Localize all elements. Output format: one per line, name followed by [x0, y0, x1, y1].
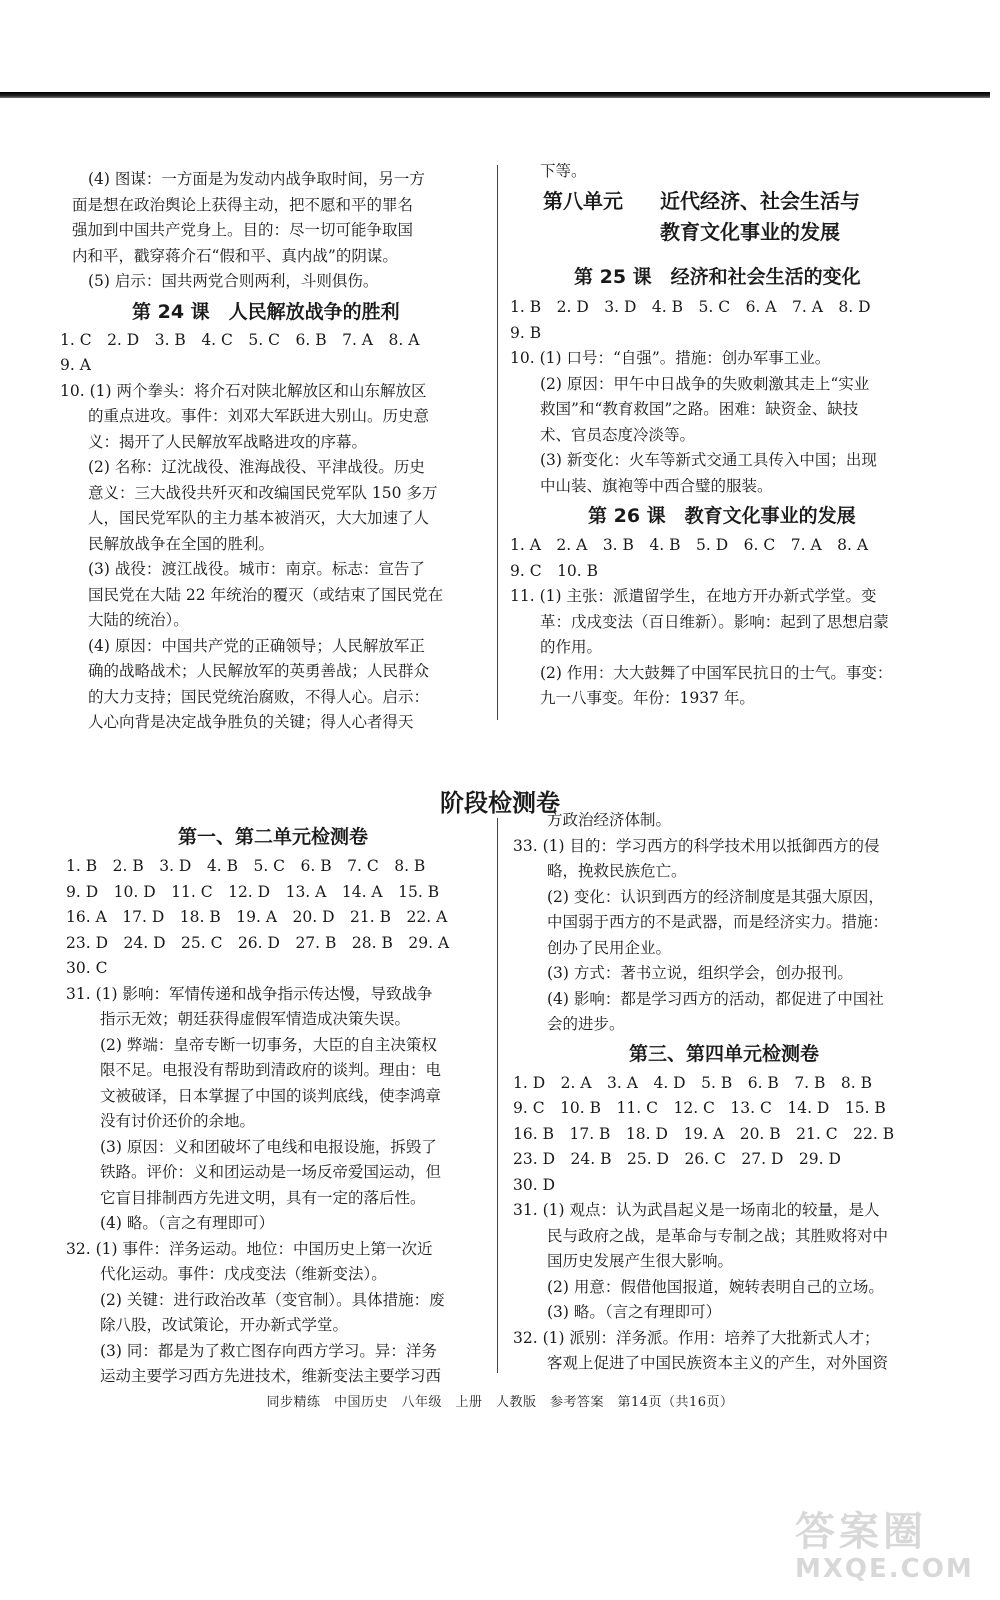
answer-line: 31. (1) 观点：认为武昌起义是一场南北的较量，是人: [513, 1201, 880, 1219]
watermark-logo: [795, 1510, 985, 1590]
answer-line: (2) 变化：认识到西方的经济制度是其强大原因，: [547, 887, 884, 906]
answer-line: 铁路。评价：义和团运动是一场反帝爱国运动，但: [100, 1163, 442, 1181]
answer-line: (2) 关键：进行政治改革（变官制）。具体措施：废: [100, 1290, 445, 1309]
answer-line: 会的进步。: [547, 1015, 625, 1033]
answer-line: (4) 图谋：一方面是为发动内战争取时间，另一方: [88, 170, 425, 188]
answer-line: 运动主要学习西方先进技术，维新变法主要学习西: [100, 1367, 442, 1385]
top-left-column: [60, 167, 492, 736]
test-title-units-3-4: 第三、第四单元检测卷: [629, 1042, 820, 1065]
answer-line: 1. C 2. D 3. B 4. C 5. C 6. B 7. A 8. A: [60, 330, 420, 349]
answer-line: 31. (1) 影响：军情传递和战争指示传达慢，导致战争: [66, 984, 433, 1003]
answer-line: 大陆的统治）。: [88, 611, 189, 629]
answer-line: 确的战略战术；人民解放军的英勇善战；人民群众: [88, 662, 430, 680]
answer-line: 1. B 2. B 3. D 4. B 5. C 6. B 7. C 8. B: [66, 857, 426, 875]
watermark-cn-text: 答案圈: [795, 1509, 927, 1555]
lesson-24-title: 第 24 课 人民解放战争的胜利: [132, 300, 400, 323]
answer-line: (2) 作用：大大鼓舞了中国军民抗日的士气。事变：: [540, 663, 893, 682]
answer-line: 文被破译，日本掌握了中国的谈判底线，使李鸿章: [100, 1086, 442, 1105]
lesson-26-title: 第 26 课 教育文化事业的发展: [588, 505, 856, 527]
column-divider: [497, 818, 498, 1373]
answer-line: 民解放战争在全国的胜利。: [88, 534, 275, 553]
column-divider: [497, 165, 498, 720]
unit-8-label: 第八单元: [543, 189, 623, 213]
top-right-column: [510, 262, 950, 712]
answer-line: 32. (1) 事件：洋务运动。地位：中国历史上第一次近: [66, 1239, 433, 1258]
answer-line: (5) 启示：国共两党合则两利，斗则俱伤。: [88, 272, 379, 290]
answer-line: 民与政府之战，是革命与专制之战；其胜败将对中: [547, 1226, 889, 1245]
answer-line: 代化运动。事件：戊戌变法（维新变法）。: [100, 1265, 387, 1283]
answer-line: 术、官员态度冷淡等。: [540, 425, 696, 444]
answer-line: 9. D 10. D 11. C 12. D 13. A 14. A 15. B: [66, 882, 440, 901]
bottom-right-column: [513, 808, 953, 1377]
answer-line: (3) 略。（言之有理即可）: [547, 1303, 722, 1321]
answer-line: 限不足。电报没有帮助到清政府的谈判。理由：电: [100, 1061, 442, 1079]
answer-line: 中山装、旗袍等中西合璧的服装。: [540, 476, 773, 495]
answer-line: 23. D 24. B 25. D 26. C 27. D 29. D: [513, 1150, 841, 1168]
answer-line: 32. (1) 派别：洋务派。作用：培养了大批新式人才；: [513, 1328, 880, 1347]
answer-line: 方政治经济体制。: [547, 811, 672, 829]
answer-line: 客观上促进了中国民族资本主义的产生，对外国资: [547, 1354, 889, 1372]
answer-line: 9. A: [60, 356, 91, 374]
answer-line: (4) 略。（言之有理即可）: [100, 1214, 275, 1232]
answer-line: 16. A 17. D 18. B 19. A 20. D 21. B 22. A: [66, 908, 448, 926]
answer-line: 9. B: [510, 323, 542, 342]
answer-line: 9. C 10. B: [510, 561, 599, 580]
answer-line: 指示无效；朝廷获得虚假军情造成决策失误。: [100, 1010, 411, 1028]
answer-line: 救国”和“教育救国”之路。困难：缺资金、缺技: [540, 400, 859, 418]
answer-line: 人，国民党军队的主力基本被消灭，大大加速了人: [88, 509, 430, 527]
answer-line: 30. D: [513, 1175, 556, 1194]
page-footer: 同步精练 中国历史 八年级 上册 人教版 参考答案 第14页（共16页）: [266, 1395, 734, 1410]
answer-line: 义：揭开了人民解放军战略进攻的序幕。: [88, 432, 368, 451]
top-right-first-line: 下等。: [540, 162, 587, 180]
answer-line: 略，挽救民族危亡。: [547, 862, 687, 880]
answer-line: 30. C: [66, 959, 108, 977]
answer-line: 1. B 2. D 3. D 4. B 5. C 6. A 7. A 8. D: [510, 298, 871, 316]
answer-line: 11. (1) 主张：派遣留学生，在地方开办新式学堂。变: [510, 587, 877, 605]
answer-line: 创办了民用企业。: [547, 938, 672, 957]
answer-line: 内和平，戳穿蒋介石“假和平、真内战”的阴谋。: [72, 246, 398, 265]
answer-line: 面是想在政治舆论上获得主动，把不愿和平的罪名: [72, 195, 414, 214]
answer-line: 国历史发展产生很大影响。: [547, 1252, 734, 1270]
unit-8-title-line-1: 近代经济、社会生活与: [660, 189, 860, 213]
answer-line: 的大力支持；国民党统治腐败，不得人心。启示：: [88, 687, 430, 706]
answer-line: (4) 原因：中国共产党的正确领导；人民解放军正: [88, 636, 425, 655]
answer-line: 1. D 2. A 3. A 4. D 5. B 6. B 7. B 8. B: [513, 1073, 873, 1092]
answer-line: 9. C 10. B 11. C 12. C 13. C 14. D 15. B: [513, 1099, 886, 1117]
answer-line: (4) 影响：都是学习西方的活动，都促进了中国社: [547, 989, 884, 1008]
answer-line: (2) 用意：假借他国报道，婉转表明自己的立场。: [547, 1277, 884, 1296]
answer-line: 除八股，改试策论，开办新式学堂。: [100, 1316, 349, 1334]
answer-line: 九一八事变。年份：1937 年。: [540, 689, 755, 707]
answer-line: 的重点进攻。事件：刘邓大军跃进大别山。历史意: [88, 407, 430, 425]
answer-line: 1. A 2. A 3. B 4. B 5. D 6. C 7. A 8. A: [510, 536, 869, 554]
answer-line: (2) 原因：甲午中日战争的失败刺激其走上“实业: [540, 374, 870, 393]
answer-line: 10. (1) 口号：“自强”。措施：创办军事工业。: [510, 349, 831, 367]
answer-line: 33. (1) 目的：学习西方的科学技术用以抵御西方的侵: [513, 836, 880, 855]
answer-line: 23. D 24. D 25. C 26. D 27. B 28. B 29. A: [66, 933, 450, 952]
answer-line: (3) 新变化：火车等新式交通工具传入中国；出现: [540, 451, 877, 469]
answer-line: 的作用。: [540, 638, 603, 656]
answer-line: (2) 弊端：皇帝专断一切事务，大臣的自主决策权: [100, 1035, 437, 1054]
answer-line: 它盲目排制西方先进文明，具有一定的落后性。: [100, 1188, 426, 1207]
watermark-en-text: MXQE.COM: [795, 1554, 974, 1584]
bottom-left-column: [66, 822, 496, 1390]
top-border-bar: [0, 92, 990, 98]
unit-8-title-line-2: 教育文化事业的发展: [660, 220, 840, 244]
answer-line: (3) 战役：渡江战役。城市：南京。标志：宣告了: [88, 560, 425, 578]
answer-line: 革：戊戌变法（百日维新）。影响：起到了思想启蒙: [540, 612, 889, 631]
answer-line: (3) 同：都是为了救亡图存向西方学习。异：洋务: [100, 1341, 437, 1360]
answer-line: 人心向背是决定战争胜负的关键；得人心者得天: [88, 713, 414, 731]
answer-line: 强加到中国共产党身上。目的：尽一切可能争取国: [72, 221, 414, 239]
lesson-25-title: 第 25 课 经济和社会生活的变化: [574, 266, 861, 288]
answer-line: 没有讨价还价的余地。: [100, 1112, 256, 1130]
answer-line: 10. (1) 两个拳头：将介石对陕北解放区和山东解放区: [60, 381, 427, 400]
answer-line: 16. B 17. B 18. D 19. A 20. B 21. C 22. B: [513, 1124, 895, 1143]
answer-line: (2) 名称：辽沈战役、淮海战役、平津战役。历史: [88, 458, 425, 476]
answer-line: (3) 方式：著书立说，组织学会，创办报刊。: [547, 964, 853, 982]
section-title: 阶段检测卷: [440, 789, 560, 817]
answer-line: 中国弱于西方的不是武器，而是经济实力。措施：: [547, 913, 889, 931]
test-title-units-1-2: 第一、第二单元检测卷: [178, 826, 369, 848]
answer-line: (3) 原因：义和团破坏了电线和电报设施，拆毁了: [100, 1137, 437, 1156]
answer-line: 意义：三大战役共歼灭和改编国民党军队 150 多万: [88, 483, 438, 502]
answer-line: 国民党在大陆 22 年统治的覆灭（或结束了国民党在: [88, 585, 444, 604]
